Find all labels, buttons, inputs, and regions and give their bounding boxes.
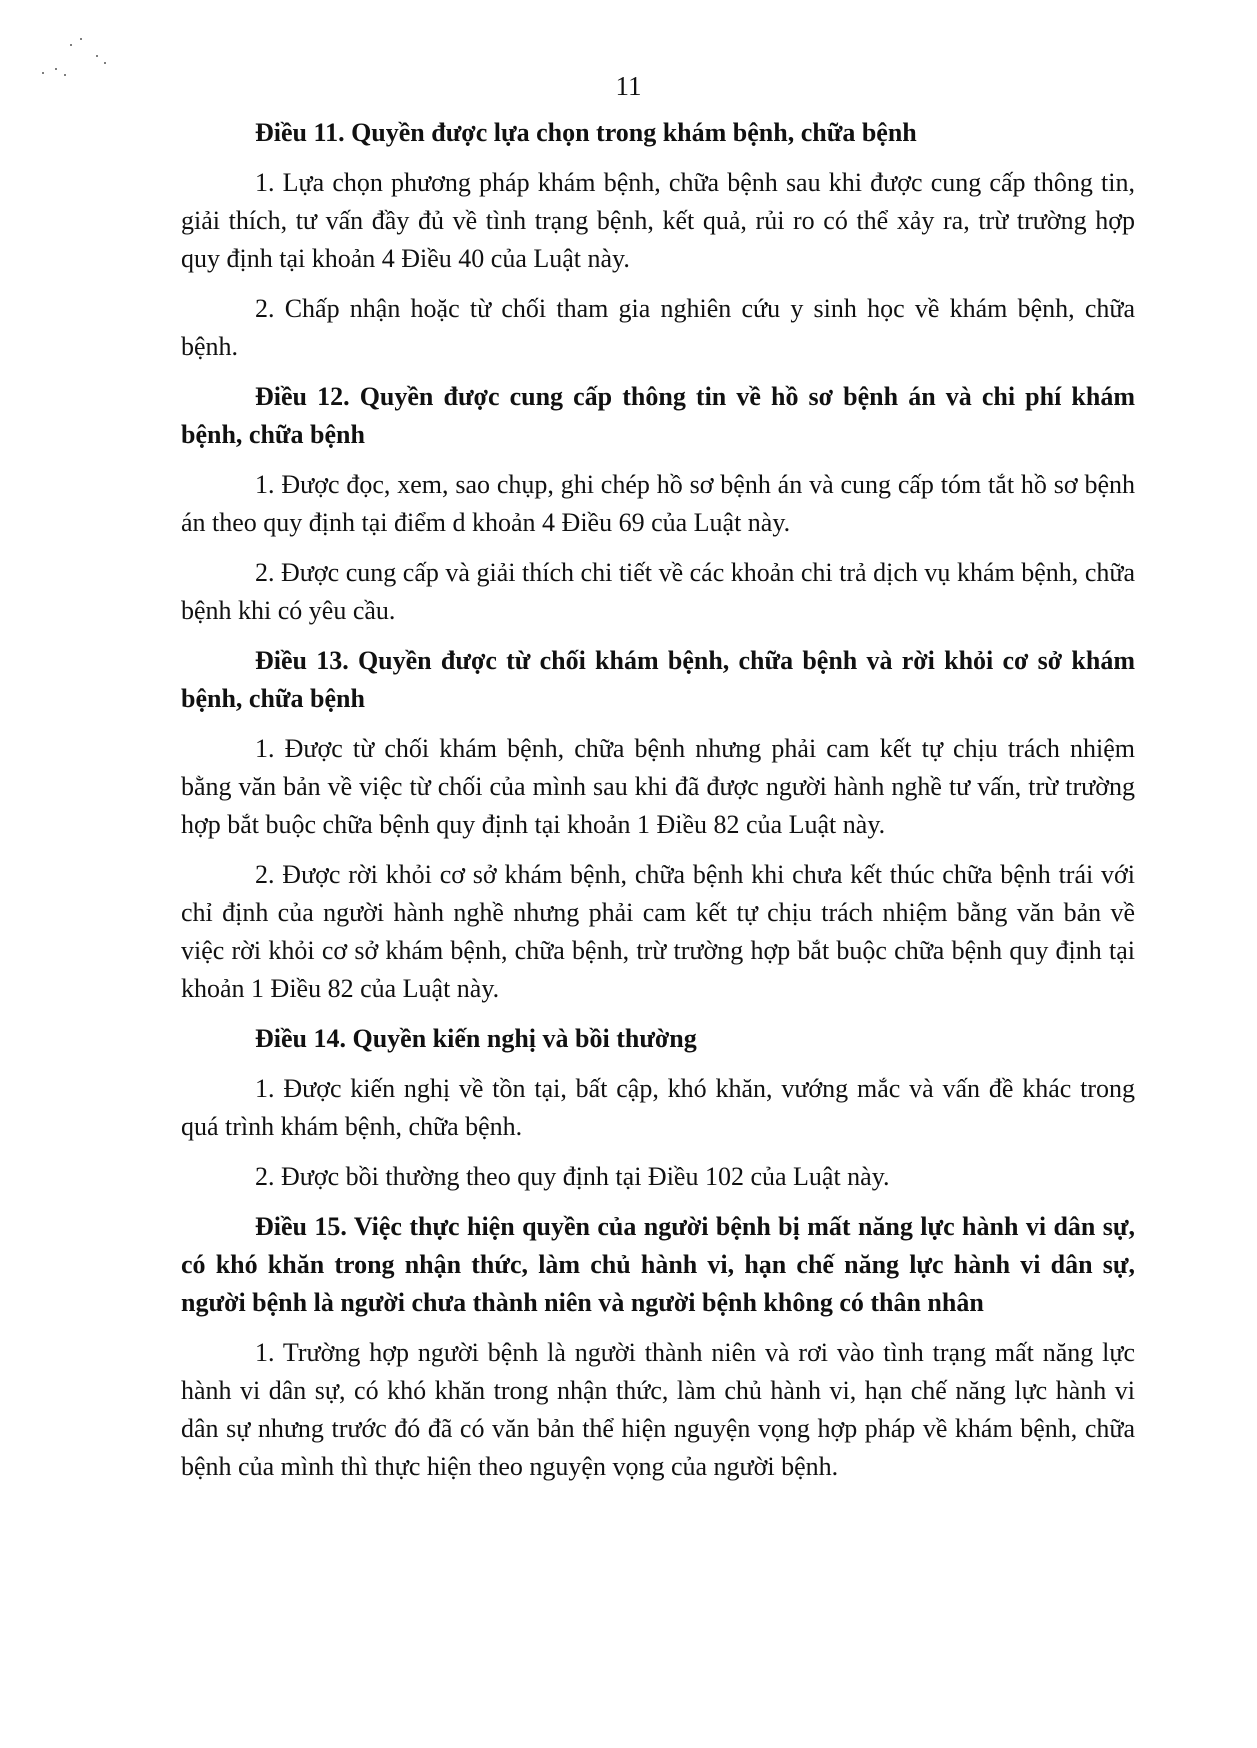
article-paragraph: 1. Lựa chọn phương pháp khám bệnh, chữa bệnh sau khi được cung cấp thông tin, giải thích, tư vấn đầy đủ về tình trạng bệnh, kết quả, rủi ro có thể xảy ra, trừ trường hợp quy định tại khoản 4 Điều 40 của Luật này. xyxy=(181,168,1135,273)
article-title: Điều 14. Quyền kiến nghị và bồi thường xyxy=(255,1024,697,1053)
article-paragraph: 2. Được bồi thường theo quy định tại Điều 102 của Luật này. xyxy=(255,1162,890,1191)
article-title: Điều 11. Quyền được lựa chọn trong khám bệnh, chữa bệnh xyxy=(255,118,917,147)
article-paragraph: 1. Trường hợp người bệnh là người thành niên và rơi vào tình trạng mất năng lực hành vi dân sự, có khó khăn trong nhận thức, làm chủ hành vi, hạn chế năng lực hành vi dân sự nhưng trước đó đã có văn bản thể hiện nguyện vọng hợp pháp về khám bệnh, chữa bệnh của mình thì thực hiện theo nguyện vọng của người bệnh. xyxy=(181,1338,1135,1481)
scan-speck xyxy=(96,55,98,57)
article-paragraph: 1. Được từ chối khám bệnh, chữa bệnh nhưng phải cam kết tự chịu trách nhiệm bằng văn bản về việc từ chối của mình sau khi đã được người hành nghề tư vấn, trừ trường hợp bắt buộc chữa bệnh quy định tại khoản 1 Điều 82 của Luật này. xyxy=(181,734,1135,839)
article-title: Điều 13. Quyền được từ chối khám bệnh, chữa bệnh và rời khỏi cơ sở khám bệnh, chữa bệnh xyxy=(181,646,1135,713)
article-paragraph: 1. Được đọc, xem, sao chụp, ghi chép hồ sơ bệnh án và cung cấp tóm tắt hồ sơ bệnh án theo quy định tại điểm d khoản 4 Điều 69 của Luật này. xyxy=(181,470,1135,537)
article-paragraph: 2. Chấp nhận hoặc từ chối tham gia nghiên cứu y sinh học về khám bệnh, chữa bệnh. xyxy=(181,294,1135,361)
article-14 xyxy=(181,1020,1135,1196)
article-title: Điều 12. Quyền được cung cấp thông tin về hồ sơ bệnh án và chi phí khám bệnh, chữa bệnh xyxy=(181,382,1135,449)
article-paragraph: 2. Được rời khỏi cơ sở khám bệnh, chữa bệnh khi chưa kết thúc chữa bệnh trái với chỉ định của người hành nghề nhưng phải cam kết tự chịu trách nhiệm bằng văn bản về việc rời khỏi cơ sở khám bệnh, chữa bệnh, trừ trường hợp bắt buộc chữa bệnh quy định tại khoản 1 Điều 82 của Luật này. xyxy=(181,860,1135,1003)
article-paragraph: 2. Được cung cấp và giải thích chi tiết về các khoản chi trả dịch vụ khám bệnh, chữa bệnh khi có yêu cầu. xyxy=(181,558,1135,625)
scan-speck xyxy=(104,62,106,64)
article-12 xyxy=(181,378,1135,630)
document-body xyxy=(181,114,1135,1498)
article-title: Điều 15. Việc thực hiện quyền của người bệnh bị mất năng lực hành vi dân sự, có khó khăn trong nhận thức, làm chủ hành vi, hạn chế năng lực hành vi dân sự, người bệnh là người chưa thành niên và người bệnh không có thân nhân xyxy=(181,1212,1135,1317)
article-11 xyxy=(181,114,1135,366)
article-15 xyxy=(181,1208,1135,1486)
article-paragraph: 1. Được kiến nghị về tồn tại, bất cập, khó khăn, vướng mắc và vấn đề khác trong quá trình khám bệnh, chữa bệnh. xyxy=(181,1074,1135,1141)
scan-speck xyxy=(80,38,82,40)
scan-speck xyxy=(70,44,72,46)
page-number: 11 xyxy=(615,71,642,101)
article-13 xyxy=(181,642,1135,1008)
